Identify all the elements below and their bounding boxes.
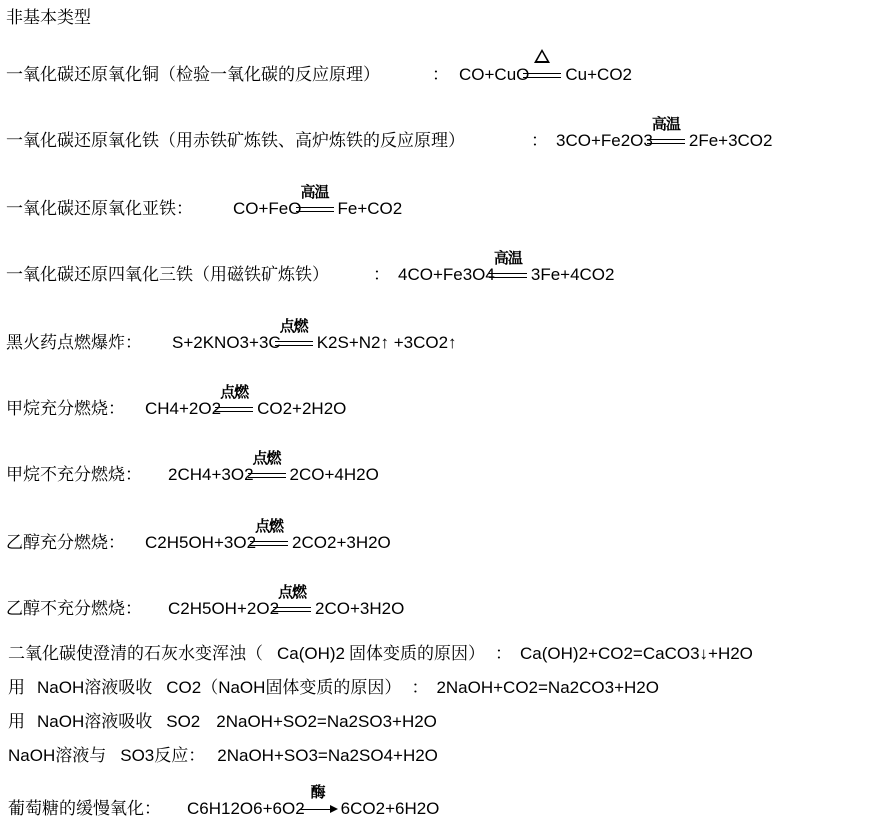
reaction-label: 乙醇充分燃烧： [6, 533, 125, 553]
condition-arrow [273, 582, 311, 617]
condition-arrow [489, 248, 527, 283]
reaction-line [6, 516, 391, 554]
condition-label: 酶 [310, 782, 325, 801]
products: 2CO+3H2O [315, 599, 405, 618]
reaction-label: 一氧化碳还原四氧化三铁（用磁铁矿炼铁） [6, 265, 329, 285]
reaction-label: 溶液与 [55, 746, 107, 766]
reaction-line [6, 582, 405, 620]
enzyme-arrow [299, 782, 337, 817]
products: CO2+2H2O [257, 399, 347, 418]
formula: Ca(OH)2 [277, 644, 346, 663]
condition-arrow [275, 316, 313, 351]
reaction-label: 葡萄糖的缓慢氧化： [8, 799, 161, 819]
reactants: C2H5OH+2O2 [168, 599, 280, 618]
reactants: C6H12O6+6O2 [187, 799, 305, 818]
reaction-label: 一氧化碳还原氧化铜（检验一氧化碳的反应原理） [6, 65, 380, 85]
condition-arrow [248, 448, 286, 483]
reaction-label: 溶液吸收 [84, 678, 153, 698]
reaction-line [6, 448, 379, 486]
reaction-label: 黑火药点燃爆炸： [6, 333, 142, 353]
separator: ： [373, 265, 390, 284]
reactants: CH4+2O2 [145, 399, 222, 418]
reaction-line [8, 677, 659, 699]
reaction-line [6, 248, 615, 286]
formula: NaOH [37, 678, 85, 697]
reactants: 4CO+Fe3O4 [398, 265, 495, 284]
page-heading: 非基本类型 [6, 8, 91, 28]
products: 2CO+4H2O [289, 465, 379, 484]
products: 2CO2+3H2O [292, 533, 391, 552]
reaction-label: 一氧化碳还原氧化亚铁： [6, 199, 193, 219]
reaction-line [8, 643, 753, 665]
separator: ： [432, 65, 449, 84]
formula: SO2 [166, 712, 201, 731]
reactants: 2CH4+3O2 [168, 465, 254, 484]
separator: ： [495, 644, 513, 663]
products: Fe+CO2 [337, 199, 403, 218]
reactants: C2H5OH+3O2 [145, 533, 257, 552]
reaction-line [6, 382, 347, 420]
reaction-label: 用 [8, 678, 25, 698]
separator: ： [531, 131, 548, 150]
condition-arrow [215, 382, 253, 417]
equation: Ca(OH)2+CO2=CaCO3↓+H2O [520, 644, 753, 663]
products: Cu+CO2 [565, 65, 633, 84]
formula: NaOH [37, 712, 85, 731]
reaction-line [6, 182, 403, 220]
reaction-line [6, 114, 773, 152]
reaction-line [6, 316, 457, 354]
reaction-label: 用 [8, 712, 25, 732]
equation: 2NaOH+SO2=Na2SO3+H2O [216, 712, 437, 731]
reactants: S+2KNO3+3C [172, 333, 281, 352]
condition-arrow [296, 182, 334, 217]
reaction-label: （ [201, 678, 219, 698]
condition-label: 点燃 [255, 516, 284, 535]
reactants: CO+CuO [459, 65, 530, 84]
condition-label: 高温 [651, 114, 680, 133]
products: 3Fe+4CO2 [530, 265, 615, 284]
reaction-label: 一氧化碳还原氧化铁（用赤铁矿炼铁、高炉炼铁的反应原理） [6, 131, 465, 151]
products: K2S+N2↑ +3CO2↑ [316, 333, 457, 352]
reactants: 3CO+Fe2O3 [556, 131, 653, 150]
condition-label: 高温 [300, 182, 329, 201]
products: 2Fe+3CO2 [688, 131, 773, 150]
condition-arrow [647, 114, 685, 149]
heat-arrow [523, 69, 561, 83]
reaction-label: 甲烷充分燃烧： [6, 399, 125, 419]
formula: NaOH [8, 746, 56, 765]
reaction-line [8, 745, 438, 767]
condition-label: 点燃 [278, 582, 307, 601]
reaction-label: 乙醇不充分燃烧： [6, 599, 142, 619]
formula: NaOH [218, 678, 266, 697]
condition-label: 高温 [493, 248, 522, 267]
reaction-line [8, 711, 437, 733]
reactants: CO+FeO [233, 199, 302, 218]
reaction-label: 溶液吸收 [84, 712, 153, 732]
condition-label: 点燃 [279, 316, 308, 335]
equation: 2NaOH+SO3=Na2SO4+H2O [217, 746, 438, 765]
equation: 2NaOH+CO2=Na2CO3+H2O [436, 678, 659, 697]
formula: CO2 [166, 678, 202, 697]
reaction-line [6, 64, 632, 86]
separator: ： [411, 678, 429, 697]
condition-label: 点燃 [220, 382, 249, 401]
reaction-label: 固体变质的原因） [349, 644, 486, 664]
products: 6CO2+6H2O [340, 799, 440, 818]
reaction-label: 固体变质的原因） [265, 678, 402, 698]
reaction-label: 反应： [154, 746, 206, 766]
triangle-heat-icon [534, 49, 550, 63]
condition-label: 点燃 [252, 448, 281, 467]
arrow-right-icon [299, 809, 331, 810]
reaction-label: 二氧化碳使澄清的石灰水变浑浊（ [8, 644, 263, 664]
reaction-line [8, 782, 440, 820]
reaction-label: 甲烷不充分燃烧： [6, 465, 142, 485]
formula: SO3 [120, 746, 155, 765]
condition-arrow [250, 516, 288, 551]
